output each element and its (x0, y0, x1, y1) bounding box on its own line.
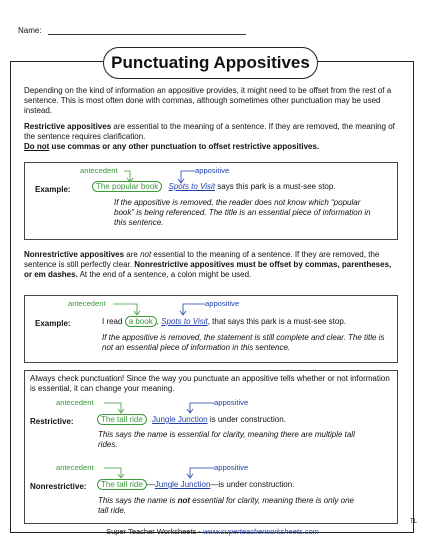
em-dash: — (146, 480, 155, 489)
antecedent-oval: The tall ride (97, 479, 147, 490)
intro-paragraph: Depending on the kind of information an appositive provides, it might need to be offset from the rest of a sentence. This is most often done with commas, although sometimes other punctuation may be used instead. (24, 86, 392, 115)
footer-url[interactable]: www.superteacherworksheets.com (202, 527, 319, 536)
example3-note: This says the name is essential for clarity, meaning there are multiple tall rides. (98, 430, 355, 449)
sentence-pre: I read (102, 317, 125, 326)
sentence-rest: is under construction. (207, 415, 286, 424)
def-end: At the end of a sentence, a colon might be used. (77, 270, 252, 279)
appositive-text: Jungle Junction (154, 480, 211, 489)
antecedent-tag: antecedent (80, 166, 118, 175)
footer-site: Super Teacher Worksheets - (106, 527, 203, 536)
antecedent-oval: The popular book (92, 181, 162, 192)
appositive-tag: appositive (195, 166, 230, 175)
antecedent-oval: The tall ride (97, 414, 147, 425)
sentence-rest: , that says this park is a must-see stop. (207, 317, 346, 326)
restrictive-term: Restrictive appositives (24, 122, 112, 131)
page-title: Punctuating Appositives (103, 47, 318, 79)
check-paragraph: Always check punctuation! Since the way you punctuate an appositive tells whether or not information is essential, it can change your meaning. (30, 374, 390, 393)
restrictive-rule-underlined: Do not (24, 142, 50, 151)
example1-label: Example: (35, 185, 71, 194)
example2-note: If the appositive is removed, the statement is still complete and clear. The title is not an essential piece of information in this sentence. (102, 333, 385, 352)
note-not: not (177, 496, 191, 505)
antecedent-oval: a book (125, 316, 157, 327)
appositive-text: Spots to Visit (161, 317, 208, 326)
def-mid: essential to the meaning of a sentence. If they are removed, the sentence is still perfectly clear. (24, 250, 380, 269)
appositive-tag: appositive (214, 463, 249, 472)
example2-label: Example: (35, 319, 71, 328)
restrictive-rule-text: use commas or any other punctuation to offset restrictive appositives. (49, 142, 320, 151)
note-pre: This says the name is (98, 496, 178, 505)
nonrestrictive-rule: Nonrestrictive appositives must be offset by commas, parentheses, or em dashes. (24, 260, 392, 279)
footer (0, 527, 425, 536)
def-are: are (124, 250, 141, 259)
example3-label: Restrictive: (30, 417, 74, 426)
appositive-tag: appositive (205, 299, 240, 308)
antecedent-tag: antecedent (68, 299, 106, 308)
def-not: not (140, 250, 152, 259)
restrictive-def-text: are essential to the meaning of a sentence. If they are removed, the meaning of the sentence requires clarification. (24, 122, 395, 141)
example1-note: If the appositive is removed, the reader does not know which “popular book” is being referenced. The title is an essential piece of information in this sentence. (114, 198, 371, 227)
appositive-text: Jungle Junction (152, 415, 208, 424)
appositive-tag: appositive (214, 398, 249, 407)
example4-note (98, 496, 366, 516)
comma: , (156, 317, 162, 326)
example4-label: Nonrestrictive: (30, 482, 87, 491)
sentence-rest: —is under construction. (210, 480, 295, 489)
nonrestrictive-term: Nonrestrictive appositives (24, 250, 125, 259)
example4-sentence (97, 480, 294, 490)
footer-code: TL (409, 519, 417, 525)
appositive-text: Spots to Visit (168, 182, 216, 191)
name-label: Name: (18, 26, 42, 35)
antecedent-tag: antecedent (56, 398, 94, 407)
note-post: essential for clarity, meaning there is only one tall ride. (98, 496, 354, 515)
antecedent-tag: antecedent (56, 463, 94, 472)
sentence-rest: says this park is a must-see stop. (215, 182, 336, 191)
